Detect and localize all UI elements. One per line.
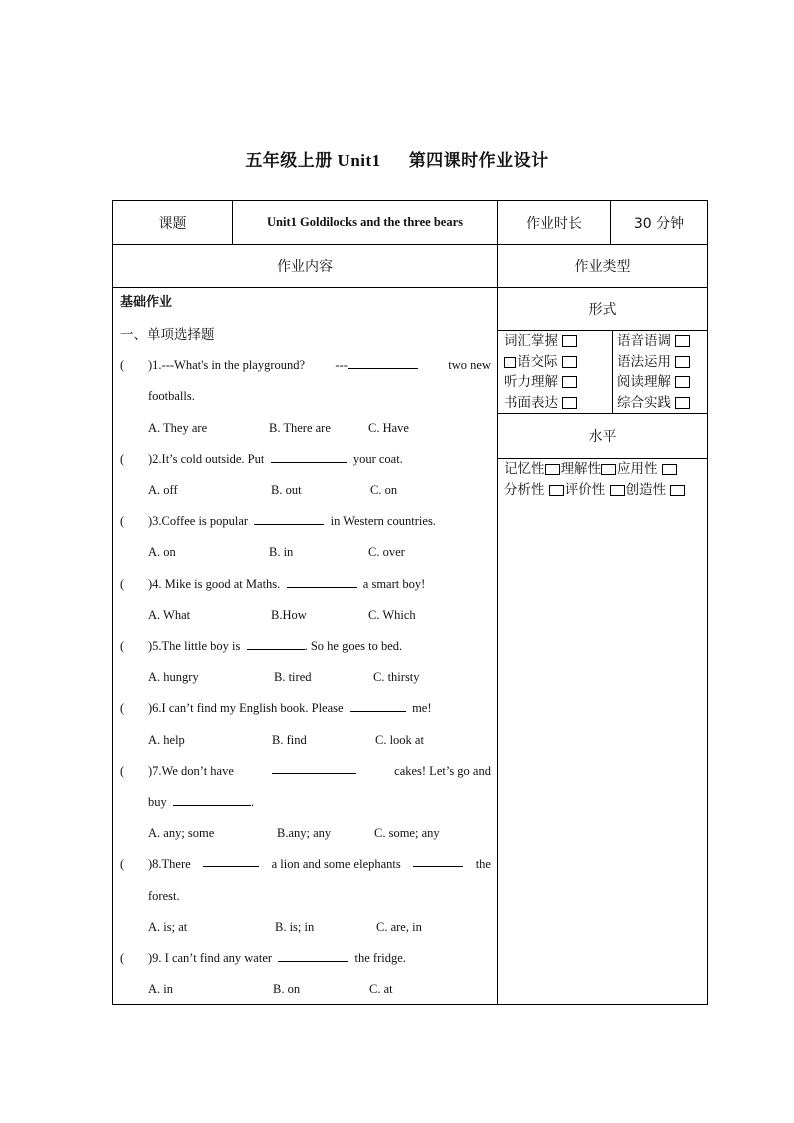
- option-c: C. Which: [368, 608, 416, 622]
- checkbox[interactable]: [562, 356, 577, 368]
- form-item-grammar: 语法运用: [617, 352, 690, 372]
- checkbox[interactable]: [675, 397, 690, 409]
- option-a: A. off: [148, 483, 178, 497]
- option-a: A. What: [148, 608, 191, 622]
- answer-blank: [348, 356, 418, 369]
- question-continuation: forest.: [148, 889, 180, 903]
- answer-blank: [350, 699, 406, 712]
- checkbox[interactable]: [675, 335, 690, 347]
- answer-blank: [413, 854, 463, 867]
- form-item-reading: 阅读理解: [617, 372, 690, 392]
- option-b: B. on: [273, 982, 301, 996]
- question-continuation: footballs.: [148, 389, 195, 403]
- answer-blank: [278, 949, 348, 962]
- section-title: 基础作业: [120, 295, 173, 310]
- checkbox[interactable]: [610, 485, 625, 496]
- form-item-communication: 语交际: [504, 352, 577, 372]
- option-a: A. any; some: [148, 826, 215, 840]
- option-b: B. out: [271, 483, 302, 497]
- option-b: B. in: [269, 545, 294, 559]
- answer-blank: [254, 512, 324, 525]
- checkbox[interactable]: [601, 464, 616, 475]
- option-a: A. They are: [148, 421, 208, 435]
- question-text: )1.---What's in the playground?: [148, 358, 306, 372]
- answer-blank: [247, 637, 305, 650]
- answer-blank: [271, 450, 347, 463]
- option-a: A. in: [148, 982, 173, 996]
- checkbox[interactable]: [562, 376, 577, 388]
- answer-blank: [173, 793, 251, 806]
- option-c: C. are, in: [376, 920, 422, 934]
- checkbox[interactable]: [562, 335, 577, 347]
- checkbox[interactable]: [562, 397, 577, 409]
- option-c: C. on: [370, 483, 398, 497]
- type-label: 作业类型: [574, 259, 631, 275]
- option-c: C. Have: [368, 421, 409, 435]
- content-label: 作业内容: [277, 259, 333, 275]
- page-title: [0, 146, 794, 171]
- option-c: C. look at: [375, 733, 424, 747]
- option-c: C. some; any: [374, 826, 440, 840]
- option-b: B. is; in: [275, 920, 315, 934]
- subsection-title: 一、单项选择题: [120, 327, 215, 343]
- checkbox[interactable]: [675, 356, 690, 368]
- level-row-1: 记忆性 理解性 应用性: [504, 459, 678, 479]
- answer-blank: [272, 761, 356, 774]
- form-header: 形式: [588, 302, 617, 318]
- duration-label: 作业时长: [526, 215, 582, 232]
- level-header: 水平: [588, 429, 617, 445]
- checkbox[interactable]: [545, 464, 560, 475]
- answer-blank: [287, 575, 357, 588]
- answer-blank: [203, 854, 259, 867]
- option-c: C. at: [369, 982, 393, 996]
- form-item-vocabulary: 词汇掌握: [504, 331, 577, 351]
- form-item-pronunciation: 语音语调: [617, 331, 690, 351]
- form-item-listening: 听力理解: [504, 372, 577, 392]
- option-b: B. tired: [274, 670, 312, 684]
- option-a: A. is; at: [148, 920, 188, 934]
- option-c: C. over: [368, 545, 405, 559]
- form-item-practice: 综合实践: [617, 393, 690, 413]
- topic-value: Unit1 Goldilocks and the three bears: [267, 215, 463, 229]
- checkbox[interactable]: [549, 485, 564, 496]
- duration-value: 30 分钟: [633, 215, 685, 232]
- form-item-writing: 书面表达: [504, 393, 577, 413]
- option-c: C. thirsty: [373, 670, 420, 684]
- option-a: A. on: [148, 545, 176, 559]
- option-a: A. help: [148, 733, 185, 747]
- title-left: 五年级上册 Unit1: [245, 151, 381, 170]
- option-b: B. find: [272, 733, 307, 747]
- checkbox[interactable]: [675, 376, 690, 388]
- title-right: 第四课时作业设计: [408, 151, 549, 170]
- checkbox[interactable]: [504, 357, 516, 368]
- question-continuation: buy .: [148, 795, 255, 809]
- answer-paren: (: [120, 358, 125, 372]
- option-b: B.any; any: [277, 826, 332, 840]
- option-a: A. hungry: [148, 670, 199, 684]
- checkbox[interactable]: [662, 464, 677, 475]
- checkbox[interactable]: [670, 485, 685, 496]
- level-row-2: 分析性 评价性 创造性: [504, 480, 686, 500]
- option-b: B.How: [271, 608, 307, 622]
- option-b: B. There are: [269, 421, 331, 435]
- topic-label: 课题: [158, 215, 187, 232]
